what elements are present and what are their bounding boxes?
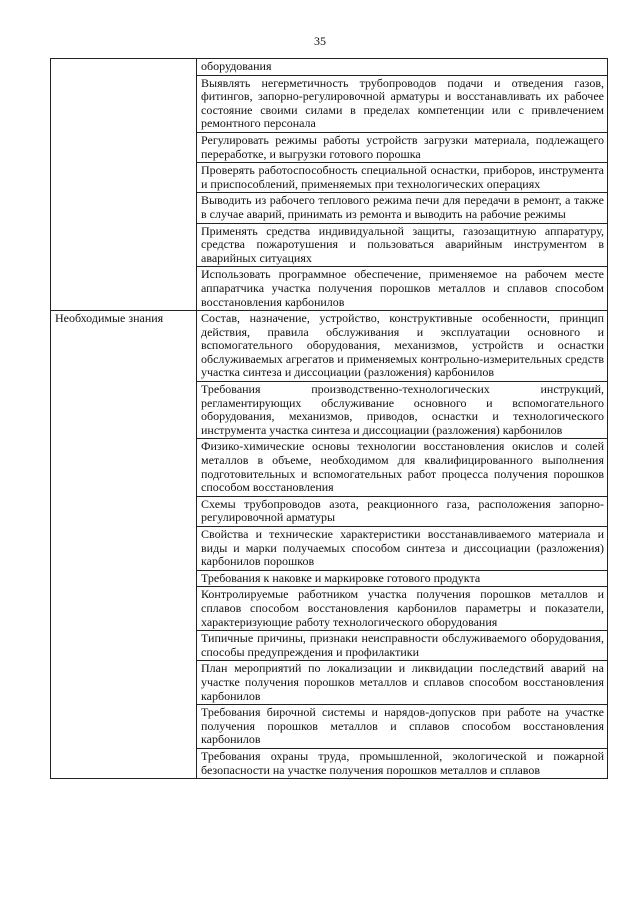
skill-item: Выводить из рабочего теплового режима печи для передачи в ремонт, а также в случае аварий, принимать из ремонта и выводить на рабочие режимы bbox=[197, 193, 608, 223]
skill-item: оборудования bbox=[197, 59, 608, 76]
skills-label-cell bbox=[51, 59, 197, 311]
page-number: 35 bbox=[314, 34, 326, 48]
skill-item: Использовать программное обеспечение, применяемое на рабочем месте аппаратчика участка получения порошков металлов и сплавов способом восстановления карбонилов bbox=[197, 267, 608, 311]
knowledge-label: Необходимые знания bbox=[51, 311, 197, 779]
knowledge-item: Свойства и технические характеристики восстанавливаемого материала и виды и марки получаемых способом синтеза и диссоциации (разложения) карбонилов порошков bbox=[197, 527, 608, 571]
knowledge-item: Физико-химические основы технологии восстановления окислов и солей металлов в объеме, необходимом для квалифицированного выполнения подготовительных и вспомогательных работ процесса получения порошков способом восстановления bbox=[197, 439, 608, 496]
knowledge-item: План мероприятий по локализации и ликвидации последствий аварий на участке получения порошков металлов и сплавов способом восстановления карбонилов bbox=[197, 661, 608, 705]
knowledge-item: Требования производственно-технологических инструкций, регламентирующих обслуживание основного и вспомогательного оборудования, механизмов, приводов, оснастки и технологического инструмента участка синтеза и диссоциации (разложения) карбонилов bbox=[197, 382, 608, 439]
skill-item: Проверять работоспособность специальной оснастки, приборов, инструмента и приспособлений, применяемых при технологических операциях bbox=[197, 163, 608, 193]
knowledge-item: Состав, назначение, устройство, конструктивные особенности, принцип действия, правила обслуживания и эксплуатации основного и вспомогательного оборудования, механизмов, устройств и оснастки обслуживаемых агрегатов и применяемых контрольно-измерительных средств участка синтеза и диссоциации (разложения) карбонилов bbox=[197, 311, 608, 382]
competency-table bbox=[50, 58, 608, 779]
skill-item: Выявлять негерметичность трубопроводов подачи и отведения газов, фитингов, запорно-регулировочной арматуры и восстанавливать их рабочее состояние своими силами в пределах компетенции или с привлечением ремонтного персонала bbox=[197, 75, 608, 132]
knowledge-item: Требования к наковке и маркировке готового продукта bbox=[197, 570, 608, 587]
table-row bbox=[51, 311, 608, 382]
skill-item: Применять средства индивидуальной защиты, газозащитную аппаратуру, средства пожаротушения и пользоваться аварийным инструментом в аварийных ситуациях bbox=[197, 223, 608, 267]
skill-item: Регулировать режимы работы устройств загрузки материала, подлежащего переработке, и выгрузки готового порошка bbox=[197, 132, 608, 162]
knowledge-item: Контролируемые работником участка получения порошков металлов и сплавов способом восстановления карбонилов параметры и показатели, характеризующие работу технологического оборудования bbox=[197, 587, 608, 631]
table-row bbox=[51, 59, 608, 76]
knowledge-item: Типичные причины, признаки неисправности обслуживаемого оборудования, способы предупреждения и профилактики bbox=[197, 631, 608, 661]
knowledge-item: Схемы трубопроводов азота, реакционного газа, расположения запорно-регулировочной арматуры bbox=[197, 496, 608, 526]
knowledge-item: Требования бирочной системы и нарядов-допусков при работе на участке получения порошков металлов и сплавов способом восстановления карбонилов bbox=[197, 705, 608, 749]
knowledge-item: Требования охраны труда, промышленной, экологической и пожарной безопасности на участке получения порошков металлов и сплавов bbox=[197, 748, 608, 778]
